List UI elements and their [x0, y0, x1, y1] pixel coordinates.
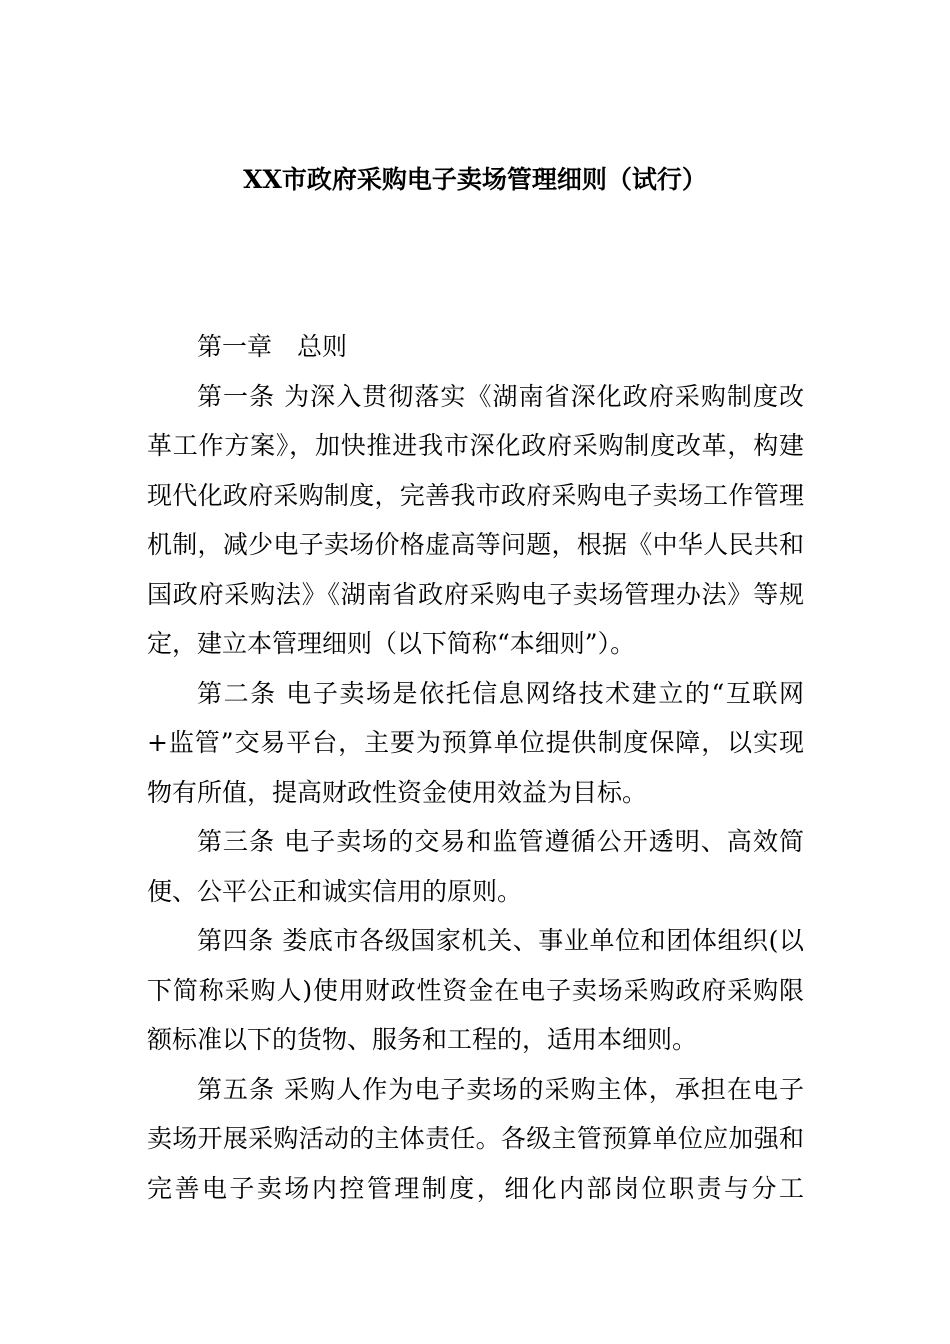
document-title: XX市政府采购电子卖场管理细则（试行） — [243, 165, 707, 194]
article-2-paragraph: 第二条 电子卖场是依托信息网络技术建立的“互联网+监管”交易平台，主要为预算单位提供制度保障，以实现物有所值，提高财政性资金使用效益为目标。 — [147, 678, 804, 807]
article-5-paragraph: 第五条 采购人作为电子卖场的采购主体，承担在电子卖场开展采购活动的主体责任。各级主管预算单位应加强和完善电子卖场内控管理制度，细化内部岗位职责与分工 — [147, 1074, 804, 1203]
document-body — [147, 322, 804, 1213]
article-1-paragraph: 第一条 为深入贯彻落实《湖南省深化政府采购制度改革工作方案》，加快推进我市深化政府采购制度改革，构建现代化政府采购制度，完善我市政府采购电子卖场工作管理机制，减少电子卖场价格虚高等问题，根据《中华人民共和国政府采购法》《湖南省政府采购电子卖场管理办法》等规定，建立本管理细则（以下简称“本细则”）。 — [147, 381, 804, 658]
chapter-heading: 第一章 总则 — [197, 332, 348, 361]
article-3-paragraph: 第三条 电子卖场的交易和监管遵循公开透明、高效简便、公平公正和诚实信用的原则。 — [147, 827, 804, 906]
article-4-paragraph: 第四条 娄底市各级国家机关、事业单位和团体组织(以下简称采购人)使用财政性资金在电子卖场采购政府采购限额标准以下的货物、服务和工程的，适用本细则。 — [147, 926, 804, 1054]
